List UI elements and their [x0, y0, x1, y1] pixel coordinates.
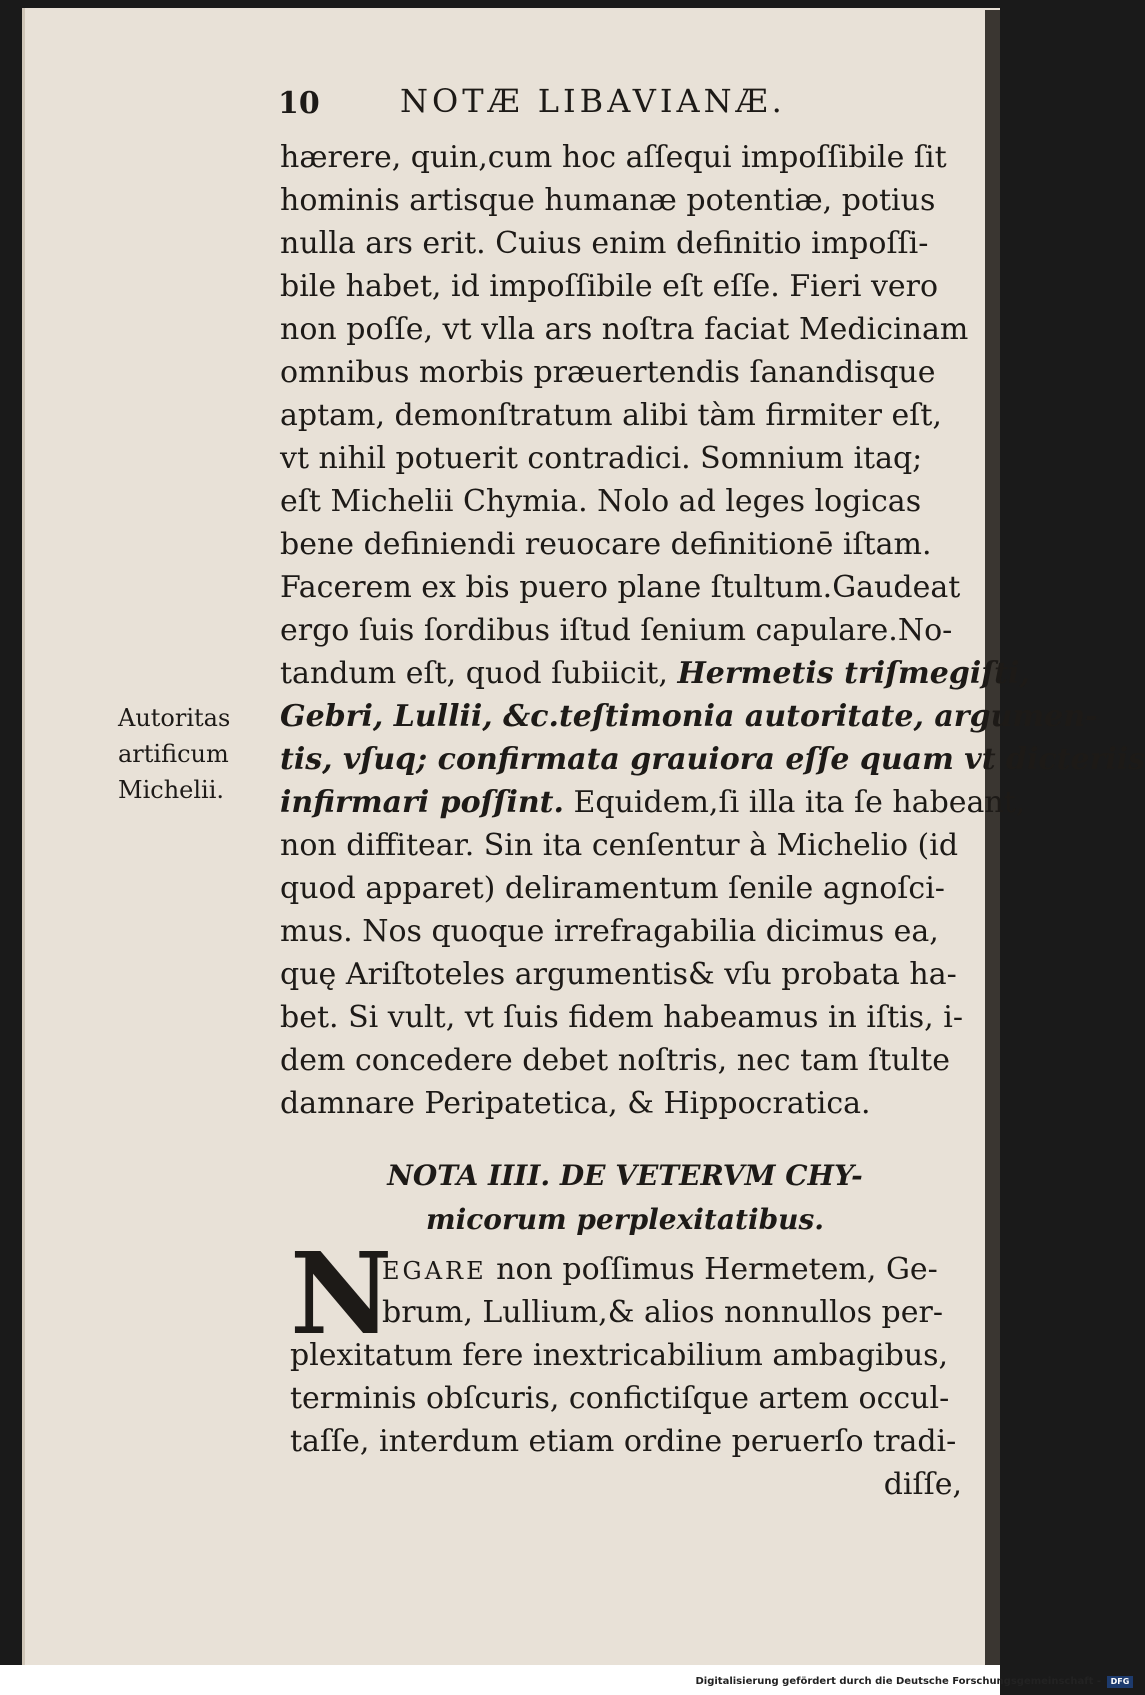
body-text-first-part — [280, 136, 1145, 1125]
text-line: quod apparet) deliramentum ſenile agnoſci- — [280, 871, 945, 906]
text-line: vt nihil potuerit contradici. Somnium itaq; — [280, 441, 923, 476]
text-line: dem concedere debet noſtris, nec tam ſtulte — [280, 1043, 950, 1078]
margin-note-line: Michelii. — [118, 776, 225, 804]
text-line: aptam, demonſtratum alibi tàm firmiter eſt, — [280, 398, 942, 433]
running-head: NOTÆ LIBAVIANÆ. — [400, 82, 786, 120]
quoted-italic: Hermetis triſmegiſti, — [677, 656, 1030, 691]
text-line: bet. Si vult, vt ſuis fidem habeamus in iſtis, i- — [280, 1000, 963, 1035]
text-line: nulla ars erit. Cuius enim definitio impoſſi- — [280, 226, 929, 261]
section-heading-line: micorum perplexitatibus. — [425, 1203, 825, 1236]
dfg-logo: DFG — [1107, 1676, 1133, 1688]
text-line: brum, Lullium,& alios nonnullos per- — [382, 1295, 943, 1330]
drop-cap-initial: N — [290, 1229, 393, 1360]
margin-note — [118, 700, 268, 808]
text-line: non diffitear. Sin ita cenſentur à Michelio (id — [280, 828, 959, 863]
text-line: EGARE non poſſimus Hermetem, Ge- — [382, 1252, 938, 1287]
margin-note-line: Autoritas — [118, 704, 231, 732]
text-line: hærere, quin,cum hoc aſſequi impoſſibile ſit — [280, 140, 947, 175]
text-line: omnibus morbis præuertendis ſanandisque — [280, 355, 936, 390]
text-line — [280, 738, 1145, 781]
quoted-italic: tis, vſuq; confirmata grauiora eſſe quam vt dicteriis — [280, 742, 1145, 777]
digitization-credit: Digitalisierung gefördert durch die Deutsche Forschungsgemeinschaft - — [695, 1676, 1101, 1687]
body-text-section — [290, 1248, 970, 1506]
page-edge-shadow — [985, 10, 1000, 1665]
quoted-italic: infirmari poſſint. — [280, 785, 564, 820]
text-line: terminis obſcuris, confictiſque artem occul- — [290, 1381, 950, 1416]
section-heading-line: NOTA IIII. DE VETERVM CHY- — [387, 1159, 863, 1192]
text-line: infirmari poſſint. Equidem,ſi illa ita ſe habeant, — [280, 785, 1026, 820]
text-line: quę Ariſtoteles argumentis& vſu probata ha- — [280, 957, 957, 992]
text-line: eſt Michelii Chymia. Nolo ad leges logicas — [280, 484, 922, 519]
text-line: Facerem ex bis puero plane ſtultum.Gaudeat — [280, 570, 961, 605]
text-line: bile habet, id impoſſibile eſt eſſe. Fieri vero — [280, 269, 939, 304]
margin-note-line: artificum — [118, 740, 229, 768]
text-line: taſſe, interdum etiam ordine peruerſo tradi- — [290, 1424, 957, 1459]
text-line: damnare Peripatetica, & Hippocratica. — [280, 1086, 871, 1121]
text-line: non poſſe, vt vlla ars noſtra faciat Medicinam — [280, 312, 969, 347]
text-line: mus. Nos quoque irrefragabilia dicimus ea, — [280, 914, 939, 949]
text-line: tandum eſt, quod ſubiicit, Hermetis triſmegiſti, — [280, 656, 1030, 691]
text-line: plexitatum fere inextricabilium ambagibus, — [290, 1338, 949, 1373]
page-number: 10 — [278, 86, 320, 121]
quoted-italic: Gebri, Lullii, &c.teſtimonia autoritate, argumen- — [280, 699, 1098, 734]
catchword: diſſe, — [883, 1467, 962, 1502]
text-line — [280, 695, 1098, 738]
text-line: hominis artisque humanæ potentiæ, potius — [280, 183, 936, 218]
text-line: ergo ſuis ſordibus iſtud ſenium capulare.No- — [280, 613, 953, 648]
text-line: bene definiendi reuocare definitionē iſtam. — [280, 527, 932, 562]
